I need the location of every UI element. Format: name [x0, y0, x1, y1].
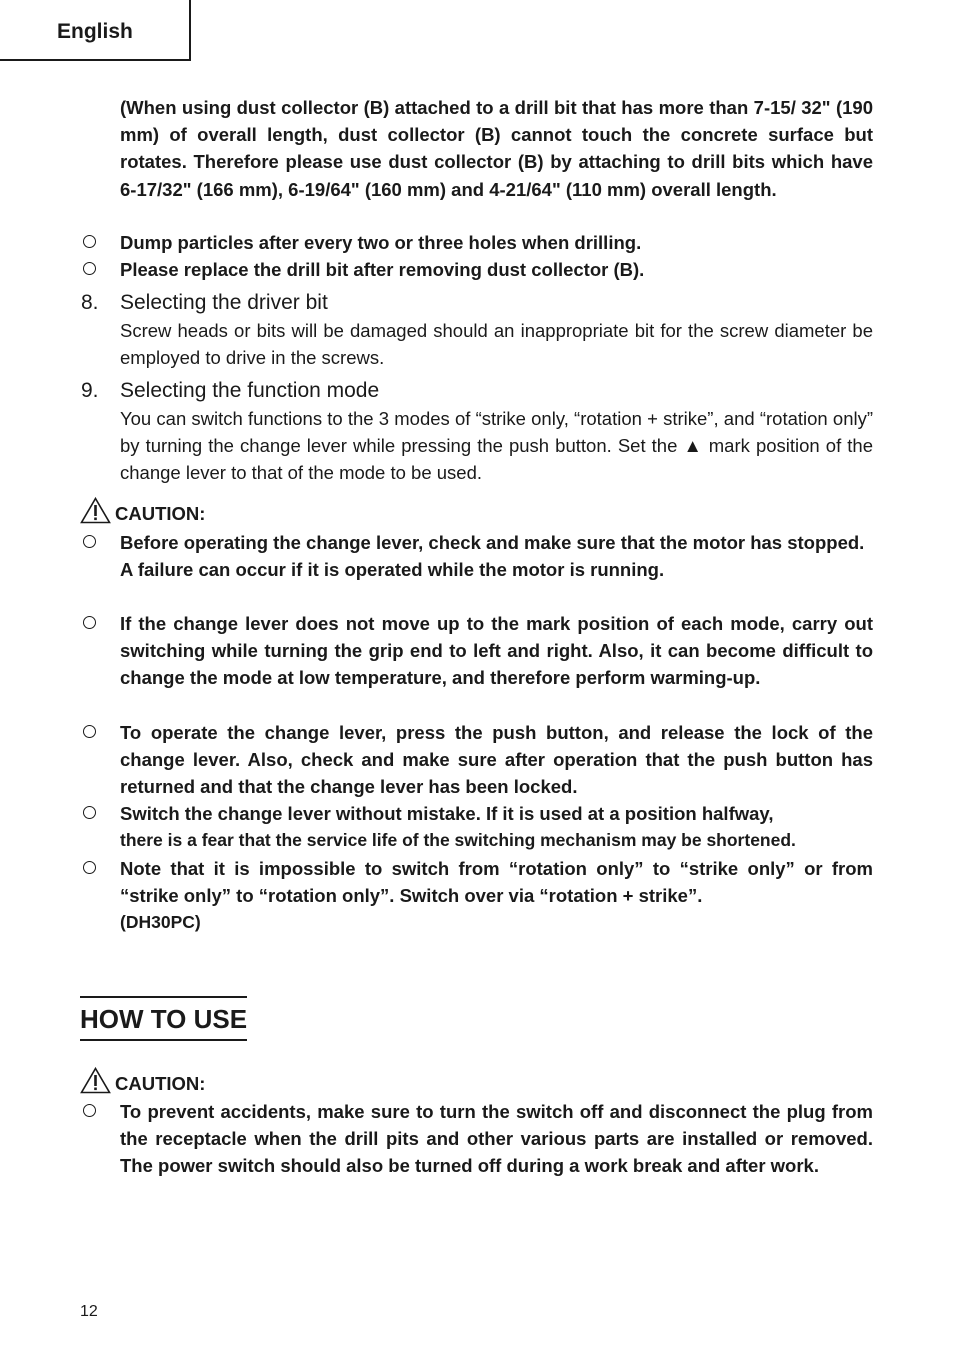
bullet-text: To operate the change lever, press the push button, and release the lock of the change lever. Also, check and make sure after operation that the push button has returned and that the change lever has been locked. — [120, 722, 873, 798]
bullet-text-continued: there is a fear that the service life of the switching mechanism may be shortened. — [120, 830, 796, 851]
list-item — [80, 610, 873, 692]
circle-bullet-icon — [83, 806, 96, 819]
circle-bullet-icon — [83, 725, 96, 738]
bullet-text-continued: (DH30PC) — [120, 912, 201, 933]
bullet-text: Switch the change lever without mistake. If it is used at a position halfway, — [120, 803, 774, 824]
language-tab — [0, 0, 191, 61]
item-number: 9. — [81, 379, 99, 402]
item-number: 8. — [81, 291, 99, 314]
section-title: HOW TO USE — [80, 996, 247, 1041]
bullet-text: To prevent accidents, make sure to turn the switch off and disconnect the plug from the receptacle when the drill pits and other various parts are installed or removed. The power switch should also be turned off during a work break and after work. — [120, 1101, 873, 1177]
bullet-text: Please replace the drill bit after removing dust collector (B). — [120, 259, 645, 280]
item-body: Screw heads or bits will be damaged should an inappropriate bit for the screw diameter be employed to drive in the screws. — [120, 320, 873, 369]
numbered-item-8 — [80, 289, 873, 371]
bullet-text-continued: A failure can occur if it is operated while the motor is running. — [120, 559, 665, 581]
dust-collector-note: (When using dust collector (B) attached to a drill bit that has more than 7-15/ 32" (190 mm) of overall length, dust collector (B) cannot touch the concrete surface but rotates. Therefore please use dust collector (B) by attaching to drill bits which have 6-17/32" (166 mm), 6-19/64" (160 mm) and 4-21/64" (110 mm) overall length. — [120, 97, 873, 200]
list-item — [80, 529, 873, 583]
circle-bullet-icon — [83, 535, 96, 548]
caution-heading — [80, 496, 205, 524]
bullet-text: Note that it is impossible to switch from “rotation only” to “strike only” or from “strike only” to “rotation only”. Switch over via “rotation + strike”. — [120, 858, 873, 907]
page-number: 12 — [80, 1303, 98, 1320]
list-item — [80, 855, 873, 937]
bullet-text: If the change lever does not move up to the mark position of each mode, carry out switching while turning the grip end to left and right. Also, it can become difficult to change the mode at low temperature, and therefore perform warming-up. — [120, 613, 873, 689]
caution-heading — [80, 1066, 205, 1094]
bullet-text: Before operating the change lever, check and make sure that the motor has stopped. — [120, 532, 865, 553]
warning-triangle-icon — [80, 1067, 111, 1094]
list-item — [80, 229, 873, 256]
circle-bullet-icon — [83, 1104, 96, 1117]
language-label: English — [57, 20, 133, 43]
caution-label: CAUTION: — [115, 1073, 206, 1094]
circle-bullet-icon — [83, 616, 96, 629]
bullet-text: Dump particles after every two or three holes when drilling. — [120, 232, 642, 253]
item-heading: Selecting the function mode — [120, 379, 380, 402]
warning-triangle-icon — [80, 497, 111, 524]
list-item — [80, 256, 873, 283]
circle-bullet-icon — [83, 262, 96, 275]
list-item — [80, 719, 873, 801]
circle-bullet-icon — [83, 235, 96, 248]
list-item — [80, 800, 873, 854]
numbered-item-9 — [80, 377, 873, 487]
item-heading: Selecting the driver bit — [120, 291, 328, 314]
caution-label: CAUTION: — [115, 503, 206, 524]
circle-bullet-icon — [83, 861, 96, 874]
item-body: You can switch functions to the 3 modes of “strike only, “rotation + strike”, and “rotation only” by turning the change lever while pressing the push button. Set the ▲ mark position of the change lever to that of the mode to be used. — [120, 408, 873, 484]
list-item — [80, 1098, 873, 1180]
